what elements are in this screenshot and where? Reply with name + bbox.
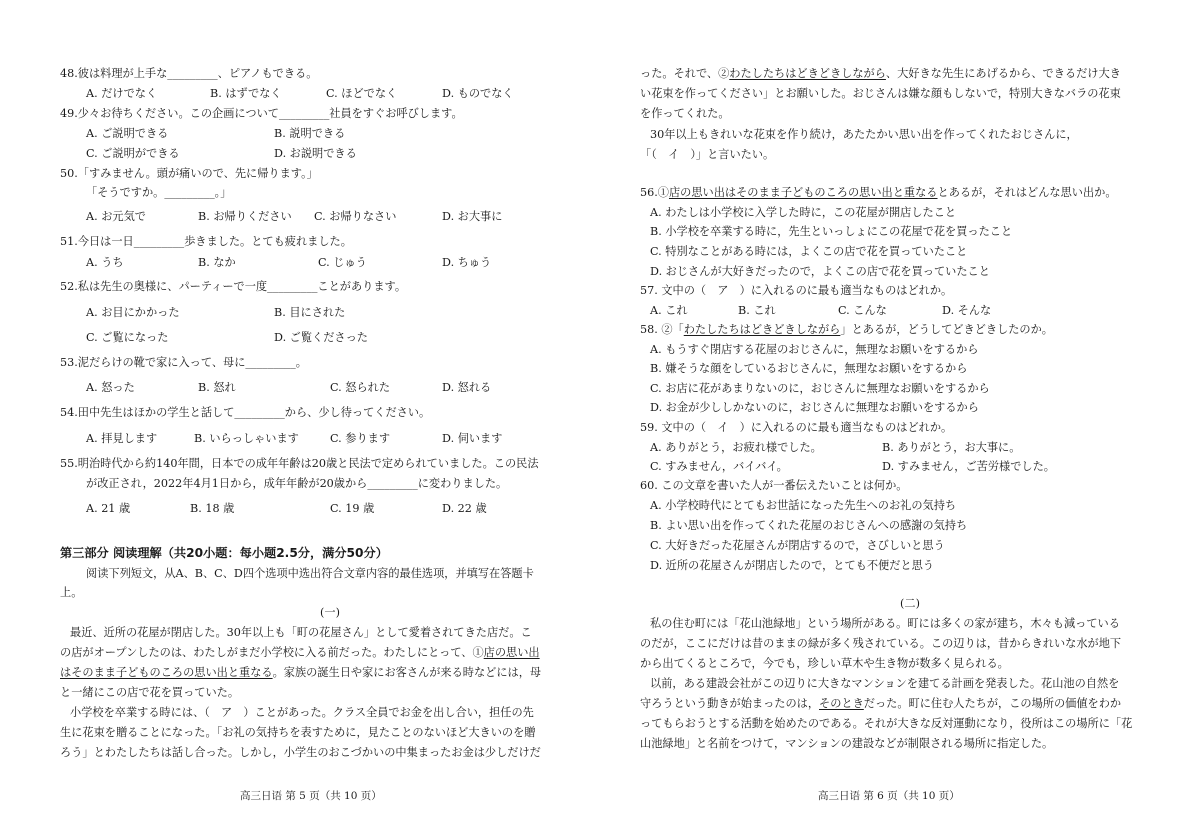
passage-2-line-1: 私の住む町には「花山池緑地」という場所がある。町には多くの家が建ち，木々も減っている	[650, 617, 1120, 630]
option-51-d: D. ちゅう	[442, 256, 492, 269]
option-55-b: B. 18 歳	[190, 502, 235, 515]
question-54: 54.田中先生はほかの学生と話して_________から、少し待ってください。	[60, 406, 431, 419]
question-48: 48.彼は料理が上手な_________、ピアノもできる。	[60, 67, 318, 80]
section-heading: 第三部分 阅读理解（共20小题：每小题2.5分，满分50分）	[60, 546, 388, 560]
question-52: 52.私は先生の奥様に、パーティーで一度_________ことがあります。	[60, 280, 407, 293]
question-49: 49.少々お待ちください。この企画について_________社員をすぐお呼びします。	[60, 107, 463, 120]
option-52-b: B. 目にされた	[274, 306, 346, 319]
passage-2-line-5: 守ろうという動きが始まったのは，そのときだった。町に住む人たちが，この場所の価値をわか	[640, 697, 1122, 710]
option-50-a: A. お元気で	[86, 210, 146, 223]
option-57-b: B. これ	[738, 304, 776, 317]
option-48-c: C. ほどでなく	[326, 87, 398, 100]
passage-1-line-12: 「（ イ ）」と言いたい。	[640, 148, 775, 161]
option-49-c: C. ご説明ができる	[86, 147, 180, 160]
question-55-cont: が改正され，2022年4月1日から，成年年齢が20歳から_________に変わりました。	[86, 477, 508, 490]
underline-2: わたしたちはどきどきしながら	[729, 67, 886, 80]
option-56-b: B. 小学校を卒業する時に，先生といっしょにこの花屋で花を買ったこと	[650, 225, 1013, 238]
option-52-a: A. お目にかかった	[86, 306, 180, 319]
page-footer-left: 高三日语 第 5 页（共 10 页）	[240, 790, 382, 802]
option-50-c: C. お帰りなさい	[314, 210, 397, 223]
option-59-a: A. ありがとう，お疲れ様でした。	[650, 441, 822, 454]
option-59-c: C. すみません，バイバイ。	[650, 460, 788, 473]
left-page	[60, 0, 600, 832]
question-59: 59. 文中の（ イ ）に入れるのに最も適当なものはどれか。	[640, 421, 953, 434]
question-60: 60. この文章を書いた人が一番伝えたいことは何か。	[640, 479, 908, 492]
option-56-a: A. わたしは小学校に入学した時に，この花屋が開店したこと	[650, 206, 957, 219]
option-55-d: D. 22 歳	[442, 502, 487, 515]
question-51: 51.今日は一日_________歩きました。とても疲れました。	[60, 235, 352, 248]
passage-2-line-4: 以前，ある建設会社がこの辺りに大きなマンションを建てる計画を発表した。花山池の自然を	[650, 677, 1120, 690]
underline-1-start: 店の思い出	[483, 646, 540, 659]
passage-2-line-2: のだが，ここにだけは昔のままの緑が多く残されている。この辺りは，昔からきれいな水が地下	[640, 637, 1122, 650]
underline-sonotoki: そのとき	[819, 697, 864, 710]
option-51-b: B. なか	[198, 256, 236, 269]
underline-q58: わたしたちはどきどきしながら	[683, 323, 841, 336]
option-49-b: B. 説明できる	[274, 127, 346, 140]
option-56-c: C. 特別なことがある時には，よくこの店で花を買っていたこと	[650, 245, 968, 258]
option-50-b: B. お帰りください	[198, 210, 292, 223]
passage-1-line-3: はそのまま子どものころの思い出と重なる。家族の誕生日や家にお客さんが来る時などには，母	[60, 666, 542, 679]
question-57: 57. 文中の（ ア ）に入れるのに最も適当なものはどれか。	[640, 284, 953, 297]
option-52-d: D. ご覧くださった	[274, 331, 368, 344]
question-53: 53.泥だらけの靴で家に入って、母に_________。	[60, 356, 307, 369]
option-51-a: A. うち	[86, 256, 124, 269]
option-55-a: A. 21 歳	[86, 502, 131, 515]
option-54-c: C. 参ります	[330, 432, 391, 445]
option-57-c: C. こんな	[838, 304, 887, 317]
question-58: 58. ②「わたしたちはどきどきしながら」とあるが，どうしてどきどきしたのか。	[640, 323, 1053, 336]
option-58-c: C. お店に花があまりないのに，おじさんに無理なお願いをするから	[650, 382, 990, 395]
option-56-d: D. おじさんが大好きだったので，よくこの店で花を買っていたこと	[650, 265, 990, 278]
passage-1-line-5: 小学校を卒業する時には、（ ア ）ことがあった。クラス全員でお金を出し合い，担任の先	[70, 706, 534, 719]
option-51-c: C. じゅう	[318, 256, 367, 269]
option-57-a: A. これ	[650, 304, 688, 317]
passage-1-title: (一)	[320, 606, 340, 619]
passage-1-line-8: った。それで、②わたしたちはどきどきしながら、大好きな先生にあげるから、できるだけ大き	[640, 67, 1121, 80]
option-58-b: B. 嫌そうな顔をしているおじさんに，無理なお願いをするから	[650, 362, 968, 375]
option-53-b: B. 怒れ	[198, 381, 236, 394]
passage-1-line-1: 最近、近所の花屋が閉店した。30年以上も「町の花屋さん」として愛着されてきた店だ。こ	[70, 626, 532, 639]
underline-q56: 店の思い出はそのまま子どものころの思い出と重なる	[668, 186, 938, 199]
option-54-b: B. いらっしゃいます	[194, 432, 299, 445]
underline-1-end: はそのまま子どものころの思い出と重なる	[60, 666, 273, 679]
option-54-a: A. 拝見します	[86, 432, 158, 445]
passage-1-line-11: 30年以上もきれいな花束を作り続け，あたたかい思い出を作ってくれたおじさんに，	[650, 128, 1078, 141]
option-48-d: D. ものでなく	[442, 87, 514, 100]
passage-1-line-6: 生に花束を贈ることになった。「お礼の気持ちを表すために，見たことのないほど大きいのを贈	[60, 726, 536, 739]
option-52-c: C. ご覧になった	[86, 331, 169, 344]
question-50: 50.「すみません。頭が痛いので、先に帰ります。」	[60, 167, 318, 180]
option-55-c: C. 19 歳	[330, 502, 375, 515]
section-instructions-cont: 上。	[60, 586, 83, 599]
question-55: 55.明治時代から約140年間，日本での成年年齢は20歳と民法で定められていました。この民法	[60, 457, 539, 470]
option-60-c: C. 大好きだった花屋さんが閉店するので，さびしいと思う	[650, 539, 945, 552]
option-54-d: D. 伺います	[442, 432, 503, 445]
option-60-b: B. よい思い出を作ってくれた花屋のおじさんへの感謝の気持ち	[650, 519, 968, 532]
option-48-b: B. はずでなく	[210, 87, 282, 100]
page-footer-right: 高三日语 第 6 页（共 10 页）	[818, 790, 960, 802]
passage-1-line-4: と一緒にこの店で花を買っていた。	[60, 686, 240, 699]
passage-1-line-9: い花束を作ってください」とお願いした。おじさんは嫌な顔もしないで，特別大きなバラの花束	[640, 87, 1121, 100]
option-59-b: B. ありがとう，お大事に。	[882, 441, 1021, 454]
option-49-d: D. お説明できる	[274, 147, 357, 160]
passage-2-line-6: ってもらおうとする活動を始めたのである。それが大きな反対運動になり，役所はこの場所に「花	[640, 717, 1133, 730]
option-53-d: D. 怒れる	[442, 381, 492, 394]
option-60-a: A. 小学校時代にとてもお世話になった先生へのお礼の気持ち	[650, 499, 957, 512]
question-56: 56.①店の思い出はそのまま子どものころの思い出と重なるとあるが，それはどんな思い出か。	[640, 186, 1117, 199]
passage-1-line-10: を作ってくれた。	[640, 107, 730, 120]
option-58-a: A. もうすぐ閉店する花屋のおじさんに，無理なお願いをするから	[650, 343, 979, 356]
option-58-d: D. お金が少ししかないのに，おじさんに無理なお願いをするから	[650, 401, 979, 414]
passage-1-line-7: ろう」とわたしたちは話し合った。しかし，小学生のおこづかいの中集まったお金は少しだけだ	[60, 746, 541, 759]
section-instructions: 阅读下列短文，从A、B、C、D四个选项中选出符合文章内容的最佳选项，并填写在答题卡	[86, 567, 534, 580]
option-50-d: D. お大事に	[442, 210, 503, 223]
option-57-d: D. そんな	[942, 304, 992, 317]
option-59-d: D. すみません，ご苦労様でした。	[882, 460, 1055, 473]
right-page	[640, 0, 1180, 832]
option-53-c: C. 怒られた	[330, 381, 391, 394]
passage-2-line-3: から出てくるところで，今でも，珍しい草木や生き物が数多く見られる。	[640, 657, 1009, 670]
option-49-a: A. ご説明できる	[86, 127, 169, 140]
passage-1-line-2: の店がオープンしたのは、わたしがまだ小学校に入る前だった。わたしにとって、①店の思い出	[60, 646, 540, 659]
question-50-reply: 「そうですか。_________。」	[86, 186, 232, 199]
option-48-a: A. だけでなく	[86, 87, 158, 100]
option-53-a: A. 怒った	[86, 381, 135, 394]
passage-2-line-7: 山池緑地」と名前をつけて，マンションの建設などが制限される場所に指定した。	[640, 737, 1054, 750]
option-60-d: D. 近所の花屋さんが閉店したので，とても不便だと思う	[650, 559, 934, 572]
passage-2-title: (二)	[900, 597, 920, 610]
